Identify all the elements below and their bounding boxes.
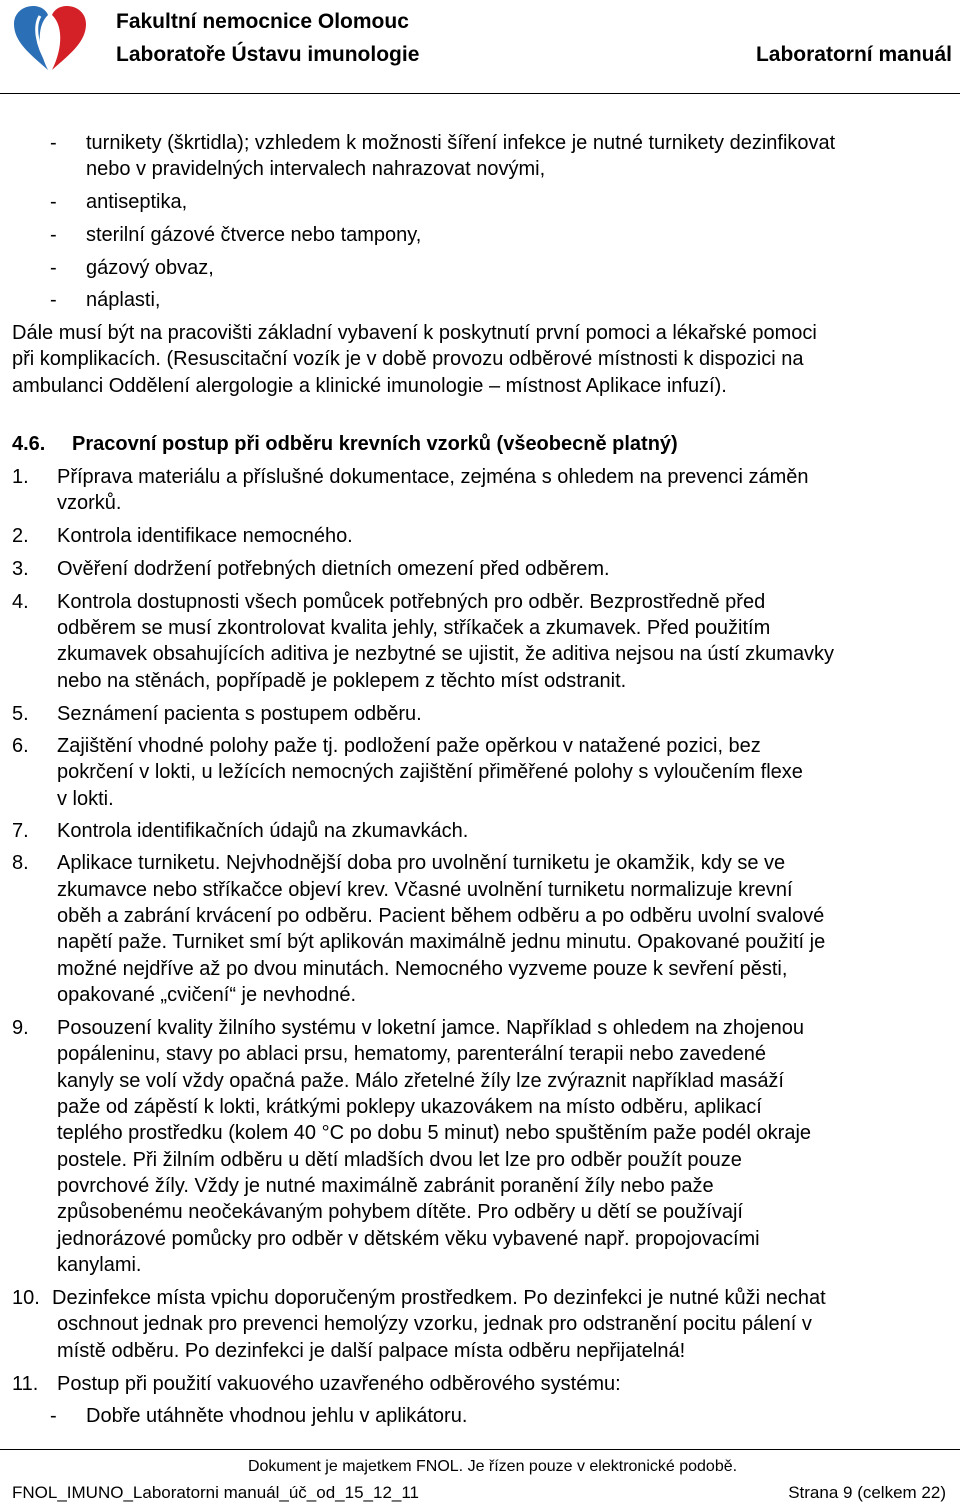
step-line: možné nejdříve až po dvou minutách. Nemocného vyzveme pouze k sevření pěsti, bbox=[57, 958, 788, 980]
fnol-logo-icon bbox=[10, 2, 90, 74]
list-item-line: gázový obvaz, bbox=[86, 257, 214, 279]
page-header bbox=[0, 0, 960, 96]
list-dash: - bbox=[50, 257, 57, 279]
paragraph-line: Dále musí být na pracovišti základní vybavení k poskytnutí první pomoci a lékařské pomoci bbox=[12, 322, 817, 344]
step-line: zkumavce nebo stříkačce objeví krev. Včasné uvolnění turniketu normalizuje krevní bbox=[57, 879, 793, 901]
step-line: Příprava materiálu a příslušné dokumentace, zejména s ohledem na prevenci záměn bbox=[57, 466, 809, 488]
page-number: Strana 9 (celkem 22) bbox=[788, 1483, 946, 1502]
step-number: 8. bbox=[12, 852, 29, 874]
document-id: FNOL_IMUNO_Laboratorni manuál_úč_od_15_12_11 bbox=[12, 1483, 419, 1502]
step-line: zkumavek obsahujících aditiva je nezbytné se ujistit, že aditiva nejsou na ústí zkumavky bbox=[57, 643, 835, 665]
step-line: Posouzení kvality žilního systému v loketní jamce. Například s ohledem na zhojenou bbox=[57, 1017, 805, 1039]
step-line: oběh a zabrání krvácení po odběru. Pacient během odběru a po odběru uvolní svalové bbox=[57, 905, 825, 927]
step-line: popáleninu, stavy po ablaci prsu, hematomy, parenterální terapii nebo zavedené bbox=[57, 1043, 766, 1065]
step-line: nebo na stěnách, popřípadě je poklepem z těchto míst odstranit. bbox=[57, 670, 627, 692]
section-title: Pracovní postup při odběru krevních vzorků (všeobecně platný) bbox=[72, 433, 678, 455]
list-item-line: Dobře utáhněte vhodnou jehlu v aplikátoru. bbox=[86, 1405, 468, 1427]
section-number: 4.6. bbox=[12, 433, 46, 455]
list-item-line: turnikety (škrtidla); vzhledem k možnosti šíření infekce je nutné turnikety dezinfikovat bbox=[86, 132, 836, 154]
step-line: Seznámení pacienta s postupem odběru. bbox=[57, 703, 422, 725]
step-line: způsobenému neočekávaným pohybem dítěte. Pro odběry u dětí se používají bbox=[57, 1201, 743, 1223]
step-line: opakované „cvičení“ je nevhodné. bbox=[57, 984, 357, 1006]
list-dash: - bbox=[50, 289, 57, 311]
list-dash: - bbox=[50, 191, 57, 213]
ownership-notice: Dokument je majetkem FNOL. Je řízen pouze v elektronické podobě. bbox=[247, 1458, 738, 1475]
step-line: Dezinfekce místa vpichu doporučeným prostředkem. Po dezinfekci je nutné kůži nechat bbox=[52, 1287, 826, 1309]
step-line: Kontrola identifikace nemocného. bbox=[57, 525, 353, 547]
step-line: v lokti. bbox=[57, 788, 114, 810]
step-line: odběrem se musí zkontrolovat kvalita jehly, stříkaček a zkumavek. Před použitím bbox=[57, 617, 771, 639]
paragraph-line: ambulanci Oddělení alergologie a klinické imunologie – místnost Aplikace infuzí). bbox=[12, 375, 727, 397]
step-number: 9. bbox=[12, 1017, 29, 1039]
list-dash: - bbox=[50, 132, 57, 154]
paragraph-line: při komplikacích. (Resuscitační vozík je v době provozu odběrové místnosti k dispozici na bbox=[12, 348, 804, 370]
step-line: kanyly se volí vždy opačná paže. Málo zřetelné žíly lze zvýraznit například masáží bbox=[57, 1070, 784, 1092]
department-name: Laboratoře Ústavu imunologie bbox=[116, 43, 420, 66]
footer-divider bbox=[0, 1449, 960, 1450]
step-line: Zajištění vhodné polohy paže tj. podložení paže opěrkou v natažené pozici, bez bbox=[57, 735, 761, 757]
step-line: oschnout jednak pro prevenci hemolýzy vzorku, jednak pro odstranění pocitu pálení v bbox=[57, 1313, 812, 1335]
step-line: Aplikace turniketu. Nejvhodnější doba pro uvolnění turniketu je okamžik, kdy se ve bbox=[57, 852, 786, 874]
step-number: 7. bbox=[12, 820, 29, 842]
list-item-line: sterilní gázové čtverce nebo tampony, bbox=[86, 224, 422, 246]
manual-title: Laboratorní manuál bbox=[755, 43, 952, 66]
step-number: 5. bbox=[12, 703, 29, 725]
step-number: 11. bbox=[12, 1373, 39, 1395]
step-line: paže od zápěstí k lokti, krátkými poklepy ukazovákem na místo odběru, aplikací bbox=[57, 1096, 762, 1118]
header-divider bbox=[0, 93, 960, 94]
step-line: jednorázové pomůcky pro odběr v dětském věku vybavené např. propojovacími bbox=[57, 1228, 760, 1250]
step-line: teplého prostředku (kolem 40 °C po dobu 5 minut) nebo spuštěním paže podél okraje bbox=[57, 1122, 812, 1144]
step-line: Kontrola dostupnosti všech pomůcek potřebných pro odběr. Bezprostředně před bbox=[57, 591, 766, 613]
step-line: Kontrola identifikačních údajů na zkumavkách. bbox=[57, 820, 469, 842]
step-line: postele. Při žilním odběru u dětí mladších dvou let lze pro odběr použít pouze bbox=[57, 1149, 742, 1171]
list-item-line: náplasti, bbox=[86, 289, 161, 311]
list-dash: - bbox=[50, 1405, 57, 1427]
step-line: povrchové žíly. Vždy je nutné maximálně zabránit poranění žíly nebo paže bbox=[57, 1175, 714, 1197]
list-item-line: nebo v pravidelných intervalech nahrazovat novými, bbox=[86, 158, 546, 180]
step-number: 10. bbox=[12, 1287, 40, 1309]
step-line: kanylami. bbox=[57, 1254, 142, 1276]
step-line: Ověření dodržení potřebných dietních omezení před odběrem. bbox=[57, 558, 610, 580]
step-line: napětí paže. Turniket smí být aplikován maximálně jednu minutu. Opakované použití je bbox=[57, 931, 826, 953]
organization-name: Fakultní nemocnice Olomouc bbox=[116, 10, 409, 33]
list-item-line: antiseptika, bbox=[86, 191, 188, 213]
step-number: 6. bbox=[12, 735, 29, 757]
step-number: 4. bbox=[12, 591, 29, 613]
step-line: pokrčení v lokti, u ležících nemocných zajištění přiměřené polohy s vyloučením flexe bbox=[57, 761, 803, 783]
step-line: místě odběru. Po dezinfekci je další palpace místa odběru nepřijatelná! bbox=[57, 1340, 686, 1362]
step-number: 1. bbox=[12, 466, 29, 488]
step-line: Postup při použití vakuového uzavřeného odběrového systému: bbox=[57, 1373, 621, 1395]
step-number: 2. bbox=[12, 525, 29, 547]
step-number: 3. bbox=[12, 558, 29, 580]
list-dash: - bbox=[50, 224, 57, 246]
step-line: vzorků. bbox=[57, 492, 122, 514]
